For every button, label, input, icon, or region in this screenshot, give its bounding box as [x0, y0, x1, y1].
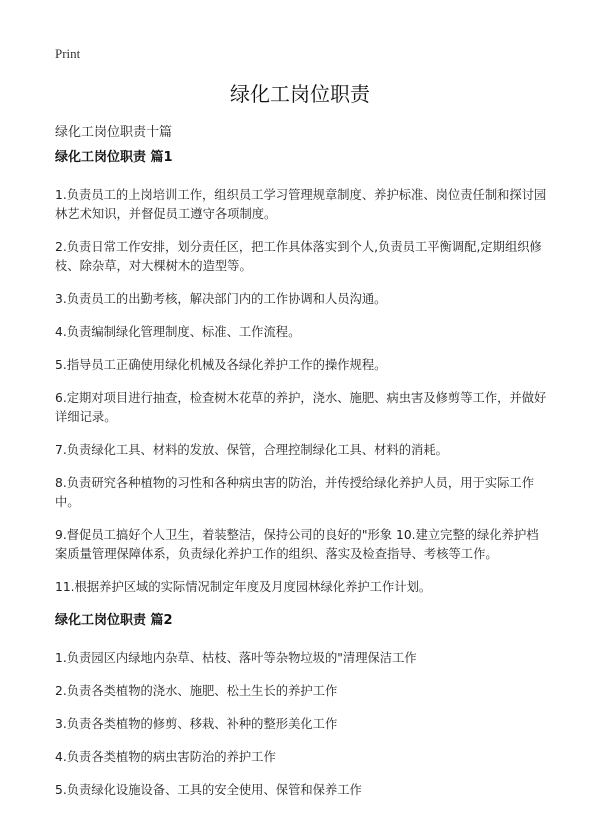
section-heading: 绿化工岗位职责 篇1 [55, 150, 173, 165]
section-1 [55, 148, 550, 597]
list-item: 1.负责园区内绿地内杂草、枯枝、落叶等杂物垃圾的"清理保洁工作 [55, 651, 417, 665]
section-heading: 绿化工岗位职责 篇2 [55, 613, 173, 628]
document-subtitle: 绿化工岗位职责十篇 [55, 125, 173, 140]
print-link[interactable]: Print [55, 46, 81, 61]
list-item: 1.负责员工的上岗培训工作，组织员工学习管理规章制度、养护标准、岗位责任制和探讨园林艺术知识，并督促员工遵守各项制度。 [55, 188, 547, 221]
list-item: 4.负责各类植物的病虫害防治的养护工作 [55, 750, 276, 764]
list-item: 2.负责各类植物的浇水、施肥、松土生长的养护工作 [55, 684, 338, 698]
document-content [55, 148, 550, 814]
list-item: 5.负责绿化设施设备、工具的安全使用、保管和保养工作 [55, 783, 362, 797]
list-item: 7.负责绿化工具、材料的发放、保管，合理控制绿化工具、材料的消耗。 [55, 443, 448, 457]
document-title: 绿化工岗位职责 [230, 82, 370, 106]
list-item: 5.指导员工正确使用绿化机械及各绿化养护工作的操作规程。 [55, 358, 387, 372]
list-item: 3.负责各类植物的修剪、移栽、补种的整形美化工作 [55, 717, 338, 731]
list-item: 11.根据养护区域的实际情况制定年度及月度园林绿化养护工作计划。 [55, 580, 432, 594]
section-2 [55, 611, 550, 800]
list-item: 8.负责研究各种植物的习性和各种病虫害的防治，并传授给绿化养护人员，用于实际工作中。 [55, 476, 535, 509]
list-item: 6.定期对项目进行抽查，检查树木花草的养护，浇水、施肥、病虫害及修剪等工作，并做好详细记录。 [55, 391, 547, 424]
list-item: 3.负责员工的出勤考核，解决部门内的工作协调和人员沟通。 [55, 292, 387, 306]
list-item: 4.负责编制绿化管理制度、标准、工作流程。 [55, 325, 301, 339]
list-item: 9.督促员工搞好个人卫生，着装整洁，保持公司的良好的"形象 10.建立完整的绿化养护档案质量管理保障体系，负责绿化养护工作的组织、落实及检查指导、考核等工作。 [55, 528, 539, 561]
list-item: 2.负责日常工作安排，划分责任区，把工作具体落实到个人,负责员工平衡调配,定期组织修枝、除杂草，对大棵树木的造型等。 [55, 240, 542, 273]
